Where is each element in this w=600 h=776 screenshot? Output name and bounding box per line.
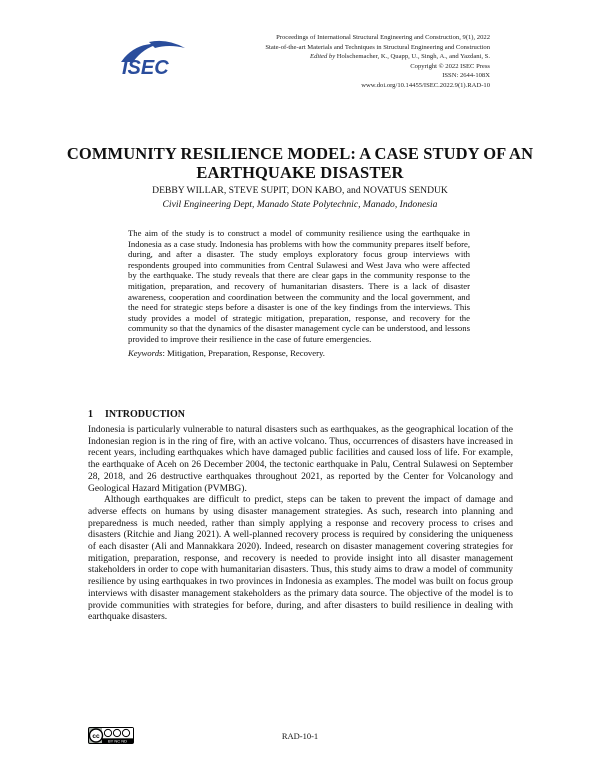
cc-badge-text: cc	[92, 733, 100, 740]
editors-names: Holschemacher, K., Quapp, U., Singh, A., and Yazdani, S.	[335, 53, 490, 60]
copyright-line: Copyright © 2022 ISEC Press	[410, 62, 490, 70]
section-title: INTRODUCTION	[105, 409, 186, 420]
keywords	[128, 348, 470, 358]
license-label: BY NC ND	[107, 738, 128, 744]
affiliation-line: Civil Engineering Dept, Manado State Polytechnic, Manado, Indonesia	[162, 199, 438, 210]
abstract: The aim of the study is to construct a model of community resilience using the earthquake in Indonesia as a case study. Indonesia has problems with how the community prepares itself before, during, and after a disaster. The study employs exploratory focus group interviews with respondents grouped into communities from Central Sulawesi and West Java who were affected by the earthquake. The study reveals that there are clear gaps in the community response to the mitigation, preparation, and recovery of humanitarian disasters. There is a lack of disaster awareness, cooperation and coordination between the community and the local government, and the need for strategic steps before a disaster is one of the key findings from the interviews. This study provides a model of strategic mitigation, preparation, response, and recovery for the community so that the dynamics of the disaster management cycle can be understood, and lessons provided to improve their resilience in the case of future emergencies.	[128, 228, 470, 344]
issn-line: ISSN: 2644-108X	[442, 72, 490, 79]
proceedings-header	[110, 33, 490, 90]
keywords-label: Keywords	[128, 348, 163, 358]
doi-link[interactable]: www.doi.org/10.14455/ISEC.2022.9(1).RAD-10	[361, 81, 490, 89]
proceedings-line: Proceedings of International Structural Engineering and Construction, 9(1), 2022	[276, 34, 490, 41]
paragraph: Indonesia is particularly vulnerable to natural disasters such as earthquakes, as the geographical location of the Indonesian region is in the ring of fire, with an active volcano. Thus, occurrences of disasters have increased in recent years, including earthquakes which have damaged public facilities and caused loss of life. For example, the earthquake of Aceh on 26 December 2004, the tectonic earthquake in Palu, Central Sulawesi on September 28, 2018, and 26 destructive earthquakes throughout 2021, as reported by the Center for Volcanology and Geological Hazard Mitigation (PVMBG).	[88, 425, 513, 494]
edited-by-label: Edited by	[310, 53, 336, 60]
section-number: 1	[88, 409, 93, 420]
page-number: RAD-10-1	[281, 731, 319, 741]
editors-line	[110, 52, 490, 62]
keywords-list: : Mitigation, Preparation, Response, Recovery.	[162, 348, 325, 358]
paragraph: Although earthquakes are difficult to predict, steps can be taken to prevent the impact of damage and adverse effects on humans by using disaster management strategies. As such, research into planning and preparedness is much needed, rather than simply applying a response and recovery process to crises and disasters (Ritchie and Jiang 2021). A well-planned recovery process is required by considering the uniqueness of each disaster (Ali and Mannakkara 2020). Indeed, research on disaster management covering strategies for mitigation, preparation, response, and recovery is needed to provide insight into all disaster management stakeholders in order to cope with humanitarian disasters. Thus, this study aims to draw a model of community resilience by using earthquakes in two provinces in Indonesia as examples. The model was built on focus group interviews with disaster management stakeholders as the primary data source. The objective of the model is to provide communities with strategies for before, during, and after disasters to build resilience in dealing with earthquake disasters.	[88, 495, 513, 623]
authors-line: DEBBY WILLAR, STEVE SUPIT, DON KABO, and NOVATUS SENDUK	[152, 185, 448, 196]
introduction-body	[88, 425, 513, 624]
section-heading	[88, 409, 185, 420]
paper-title: COMMUNITY RESILIENCE MODEL: A CASE STUDY OF AN EARTHQUAKE DISASTER	[66, 144, 534, 182]
conference-theme-line: State-of-the-art Materials and Techniques in Structural Engineering and Construction	[265, 43, 490, 51]
logo-text: ISEC	[122, 57, 169, 79]
